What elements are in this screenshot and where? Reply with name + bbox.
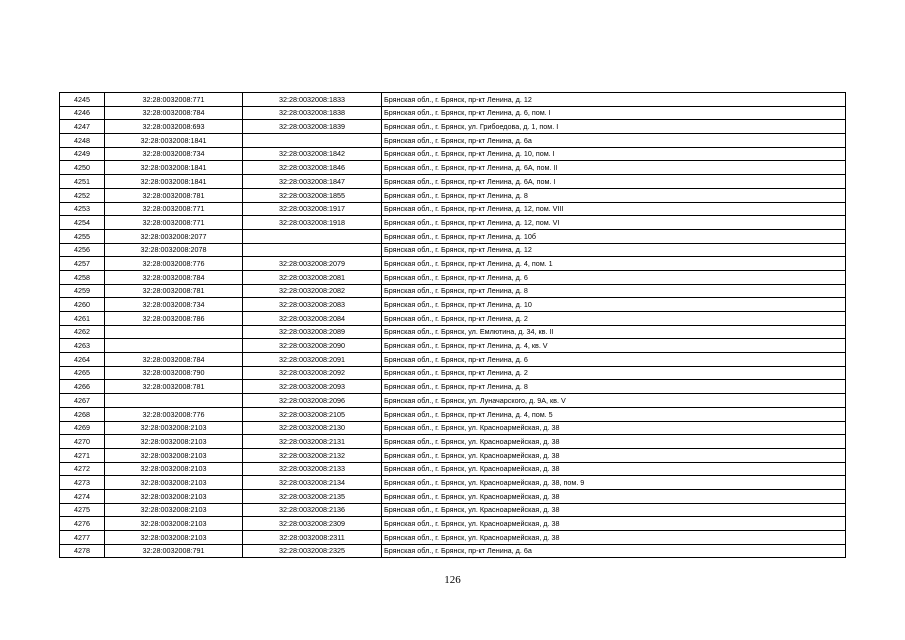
row-number-cell: 4265 bbox=[60, 366, 105, 380]
row-number-cell: 4268 bbox=[60, 407, 105, 421]
table-row bbox=[60, 270, 846, 284]
cadastral-number-cell: 32:28:0032008:1839 bbox=[243, 120, 382, 134]
table-row bbox=[60, 202, 846, 216]
table-row bbox=[60, 284, 846, 298]
row-number-cell: 4274 bbox=[60, 489, 105, 503]
row-number-cell: 4273 bbox=[60, 476, 105, 490]
address-cell: Брянская обл., г. Брянск, пр-кт Ленина, д. 12 bbox=[382, 93, 846, 107]
parent-cadastral-number-cell: 32:28:0032008:784 bbox=[105, 353, 243, 367]
address-cell: Брянская обл., г. Брянск, пр-кт Ленина, д. 10, пом. I bbox=[382, 147, 846, 161]
cadastral-number-cell: 32:28:0032008:2134 bbox=[243, 476, 382, 490]
parent-cadastral-number-cell: 32:28:0032008:734 bbox=[105, 298, 243, 312]
parent-cadastral-number-cell: 32:28:0032008:791 bbox=[105, 544, 243, 558]
row-number-cell: 4272 bbox=[60, 462, 105, 476]
cadastral-number-cell: 32:28:0032008:2083 bbox=[243, 298, 382, 312]
row-number-cell: 4270 bbox=[60, 435, 105, 449]
table-row bbox=[60, 147, 846, 161]
cadastral-number-cell: 32:28:0032008:2081 bbox=[243, 270, 382, 284]
table-row bbox=[60, 312, 846, 326]
cadastral-number-cell: 32:28:0032008:2132 bbox=[243, 448, 382, 462]
cadastral-number-cell: 32:28:0032008:1833 bbox=[243, 93, 382, 107]
cadastral-number-cell: 32:28:0032008:2311 bbox=[243, 531, 382, 545]
row-number-cell: 4269 bbox=[60, 421, 105, 435]
row-number-cell: 4263 bbox=[60, 339, 105, 353]
cadastral-number-cell: 32:28:0032008:2133 bbox=[243, 462, 382, 476]
cadastral-number-cell: 32:28:0032008:1918 bbox=[243, 216, 382, 230]
row-number-cell: 4278 bbox=[60, 544, 105, 558]
address-cell: Брянская обл., г. Брянск, пр-кт Ленина, д. 6а bbox=[382, 544, 846, 558]
cadastral-number-cell: 32:28:0032008:2105 bbox=[243, 407, 382, 421]
address-cell: Брянская обл., г. Брянск, ул. Красноармейская, д. 38 bbox=[382, 421, 846, 435]
address-cell: Брянская обл., г. Брянск, пр-кт Ленина, д. 2 bbox=[382, 366, 846, 380]
cadastral-number-cell: 32:28:0032008:2090 bbox=[243, 339, 382, 353]
cadastral-number-cell: 32:28:0032008:2130 bbox=[243, 421, 382, 435]
register-table-body bbox=[60, 93, 846, 558]
address-cell: Брянская обл., г. Брянск, пр-кт Ленина, д. 10 bbox=[382, 298, 846, 312]
table-row bbox=[60, 298, 846, 312]
parent-cadastral-number-cell: 32:28:0032008:781 bbox=[105, 284, 243, 298]
table-row bbox=[60, 339, 846, 353]
address-cell: Брянская обл., г. Брянск, пр-кт Ленина, д. 2 bbox=[382, 312, 846, 326]
parent-cadastral-number-cell: 32:28:0032008:784 bbox=[105, 270, 243, 284]
table-row bbox=[60, 503, 846, 517]
cadastral-number-cell: 32:28:0032008:2092 bbox=[243, 366, 382, 380]
parent-cadastral-number-cell: 32:28:0032008:1841 bbox=[105, 175, 243, 189]
parent-cadastral-number-cell bbox=[105, 339, 243, 353]
address-cell: Брянская обл., г. Брянск, пр-кт Ленина, д. 6 bbox=[382, 353, 846, 367]
row-number-cell: 4251 bbox=[60, 175, 105, 189]
row-number-cell: 4254 bbox=[60, 216, 105, 230]
cadastral-number-cell bbox=[243, 243, 382, 257]
address-cell: Брянская обл., г. Брянск, пр-кт Ленина, д. 8 bbox=[382, 188, 846, 202]
row-number-cell: 4255 bbox=[60, 229, 105, 243]
row-number-cell: 4267 bbox=[60, 394, 105, 408]
parent-cadastral-number-cell: 32:28:0032008:776 bbox=[105, 407, 243, 421]
table-row bbox=[60, 175, 846, 189]
row-number-cell: 4256 bbox=[60, 243, 105, 257]
table-row bbox=[60, 188, 846, 202]
parent-cadastral-number-cell: 32:28:0032008:2103 bbox=[105, 489, 243, 503]
row-number-cell: 4257 bbox=[60, 257, 105, 271]
address-cell: Брянская обл., г. Брянск, пр-кт Ленина, д. 6, пом. I bbox=[382, 106, 846, 120]
cadastral-number-cell: 32:28:0032008:2135 bbox=[243, 489, 382, 503]
row-number-cell: 4266 bbox=[60, 380, 105, 394]
cadastral-number-cell: 32:28:0032008:1838 bbox=[243, 106, 382, 120]
row-number-cell: 4247 bbox=[60, 120, 105, 134]
parent-cadastral-number-cell: 32:28:0032008:771 bbox=[105, 216, 243, 230]
address-cell: Брянская обл., г. Брянск, ул. Красноармейская, д. 38 bbox=[382, 503, 846, 517]
cadastral-number-cell: 32:28:0032008:2136 bbox=[243, 503, 382, 517]
row-number-cell: 4275 bbox=[60, 503, 105, 517]
cadastral-number-cell: 32:28:0032008:1855 bbox=[243, 188, 382, 202]
cadastral-register-table bbox=[59, 92, 846, 558]
parent-cadastral-number-cell: 32:28:0032008:2077 bbox=[105, 229, 243, 243]
row-number-cell: 4250 bbox=[60, 161, 105, 175]
cadastral-number-cell: 32:28:0032008:2093 bbox=[243, 380, 382, 394]
address-cell: Брянская обл., г. Брянск, ул. Красноармейская, д. 38, пом. 9 bbox=[382, 476, 846, 490]
table-row bbox=[60, 257, 846, 271]
address-cell: Брянская обл., г. Брянск, пр-кт Ленина, д. 4, кв. V bbox=[382, 339, 846, 353]
table-row bbox=[60, 353, 846, 367]
address-cell: Брянская обл., г. Брянск, ул. Красноармейская, д. 38 bbox=[382, 489, 846, 503]
parent-cadastral-number-cell: 32:28:0032008:1841 bbox=[105, 134, 243, 148]
address-cell: Брянская обл., г. Брянск, ул. Красноармейская, д. 38 bbox=[382, 531, 846, 545]
address-cell: Брянская обл., г. Брянск, ул. Красноармейская, д. 38 bbox=[382, 462, 846, 476]
table-row bbox=[60, 544, 846, 558]
table-row bbox=[60, 366, 846, 380]
table-row bbox=[60, 435, 846, 449]
cadastral-number-cell: 32:28:0032008:1917 bbox=[243, 202, 382, 216]
table-row bbox=[60, 462, 846, 476]
parent-cadastral-number-cell: 32:28:0032008:784 bbox=[105, 106, 243, 120]
cadastral-number-cell: 32:28:0032008:2309 bbox=[243, 517, 382, 531]
table-row bbox=[60, 394, 846, 408]
row-number-cell: 4264 bbox=[60, 353, 105, 367]
address-cell: Брянская обл., г. Брянск, пр-кт Ленина, д. 12 bbox=[382, 243, 846, 257]
parent-cadastral-number-cell: 32:28:0032008:2103 bbox=[105, 531, 243, 545]
parent-cadastral-number-cell: 32:28:0032008:2103 bbox=[105, 462, 243, 476]
parent-cadastral-number-cell: 32:28:0032008:734 bbox=[105, 147, 243, 161]
parent-cadastral-number-cell: 32:28:0032008:776 bbox=[105, 257, 243, 271]
row-number-cell: 4252 bbox=[60, 188, 105, 202]
cadastral-number-cell: 32:28:0032008:2096 bbox=[243, 394, 382, 408]
parent-cadastral-number-cell: 32:28:0032008:790 bbox=[105, 366, 243, 380]
cadastral-number-cell: 32:28:0032008:2082 bbox=[243, 284, 382, 298]
page-number: 126 bbox=[444, 574, 461, 586]
parent-cadastral-number-cell: 32:28:0032008:781 bbox=[105, 380, 243, 394]
address-cell: Брянская обл., г. Брянск, ул. Красноармейская, д. 38 bbox=[382, 517, 846, 531]
address-cell: Брянская обл., г. Брянск, пр-кт Ленина, д. 12, пом. VIII bbox=[382, 202, 846, 216]
cadastral-number-cell: 32:28:0032008:1846 bbox=[243, 161, 382, 175]
table-row bbox=[60, 216, 846, 230]
table-row bbox=[60, 531, 846, 545]
row-number-cell: 4258 bbox=[60, 270, 105, 284]
table-row bbox=[60, 134, 846, 148]
table-row bbox=[60, 106, 846, 120]
address-cell: Брянская обл., г. Брянск, ул. Емлютина, д. 34, кв. II bbox=[382, 325, 846, 339]
cadastral-number-cell: 32:28:0032008:1842 bbox=[243, 147, 382, 161]
address-cell: Брянская обл., г. Брянск, пр-кт Ленина, д. 8 bbox=[382, 284, 846, 298]
parent-cadastral-number-cell: 32:28:0032008:2103 bbox=[105, 421, 243, 435]
parent-cadastral-number-cell bbox=[105, 325, 243, 339]
table-row bbox=[60, 407, 846, 421]
cadastral-number-cell bbox=[243, 134, 382, 148]
address-cell: Брянская обл., г. Брянск, пр-кт Ленина, д. 4, пом. 1 bbox=[382, 257, 846, 271]
address-cell: Брянская обл., г. Брянск, пр-кт Ленина, д. 12, пом. VI bbox=[382, 216, 846, 230]
cadastral-number-cell: 32:28:0032008:2325 bbox=[243, 544, 382, 558]
cadastral-number-cell: 32:28:0032008:2091 bbox=[243, 353, 382, 367]
address-cell: Брянская обл., г. Брянск, пр-кт Ленина, д. 6А, пом. I bbox=[382, 175, 846, 189]
parent-cadastral-number-cell: 32:28:0032008:2103 bbox=[105, 448, 243, 462]
table-row bbox=[60, 517, 846, 531]
table-row bbox=[60, 120, 846, 134]
cadastral-number-cell: 32:28:0032008:2084 bbox=[243, 312, 382, 326]
row-number-cell: 4249 bbox=[60, 147, 105, 161]
parent-cadastral-number-cell bbox=[105, 394, 243, 408]
address-cell: Брянская обл., г. Брянск, ул. Луначарского, д. 9А, кв. V bbox=[382, 394, 846, 408]
parent-cadastral-number-cell: 32:28:0032008:1841 bbox=[105, 161, 243, 175]
row-number-cell: 4253 bbox=[60, 202, 105, 216]
table-row bbox=[60, 489, 846, 503]
parent-cadastral-number-cell: 32:28:0032008:781 bbox=[105, 188, 243, 202]
parent-cadastral-number-cell: 32:28:0032008:2103 bbox=[105, 517, 243, 531]
address-cell: Брянская обл., г. Брянск, ул. Красноармейская, д. 38 bbox=[382, 448, 846, 462]
parent-cadastral-number-cell: 32:28:0032008:771 bbox=[105, 93, 243, 107]
table-row bbox=[60, 476, 846, 490]
row-number-cell: 4262 bbox=[60, 325, 105, 339]
address-cell: Брянская обл., г. Брянск, пр-кт Ленина, д. 8 bbox=[382, 380, 846, 394]
table-row bbox=[60, 229, 846, 243]
address-cell: Брянская обл., г. Брянск, пр-кт Ленина, д. 10б bbox=[382, 229, 846, 243]
address-cell: Брянская обл., г. Брянск, пр-кт Ленина, д. 6а bbox=[382, 134, 846, 148]
row-number-cell: 4248 bbox=[60, 134, 105, 148]
parent-cadastral-number-cell: 32:28:0032008:771 bbox=[105, 202, 243, 216]
row-number-cell: 4271 bbox=[60, 448, 105, 462]
address-cell: Брянская обл., г. Брянск, пр-кт Ленина, д. 6 bbox=[382, 270, 846, 284]
table-row bbox=[60, 161, 846, 175]
address-cell: Брянская обл., г. Брянск, ул. Красноармейская, д. 38 bbox=[382, 435, 846, 449]
parent-cadastral-number-cell: 32:28:0032008:2103 bbox=[105, 476, 243, 490]
row-number-cell: 4259 bbox=[60, 284, 105, 298]
row-number-cell: 4277 bbox=[60, 531, 105, 545]
address-cell: Брянская обл., г. Брянск, пр-кт Ленина, д. 4, пом. 5 bbox=[382, 407, 846, 421]
parent-cadastral-number-cell: 32:28:0032008:2078 bbox=[105, 243, 243, 257]
table-row bbox=[60, 325, 846, 339]
cadastral-number-cell: 32:28:0032008:2089 bbox=[243, 325, 382, 339]
parent-cadastral-number-cell: 32:28:0032008:693 bbox=[105, 120, 243, 134]
cadastral-number-cell: 32:28:0032008:2131 bbox=[243, 435, 382, 449]
table-row bbox=[60, 243, 846, 257]
parent-cadastral-number-cell: 32:28:0032008:2103 bbox=[105, 503, 243, 517]
row-number-cell: 4245 bbox=[60, 93, 105, 107]
parent-cadastral-number-cell: 32:28:0032008:2103 bbox=[105, 435, 243, 449]
row-number-cell: 4246 bbox=[60, 106, 105, 120]
table-row bbox=[60, 380, 846, 394]
cadastral-number-cell: 32:28:0032008:1847 bbox=[243, 175, 382, 189]
address-cell: Брянская обл., г. Брянск, пр-кт Ленина, д. 6А, пом. II bbox=[382, 161, 846, 175]
parent-cadastral-number-cell: 32:28:0032008:786 bbox=[105, 312, 243, 326]
table-row bbox=[60, 93, 846, 107]
row-number-cell: 4276 bbox=[60, 517, 105, 531]
table-row bbox=[60, 448, 846, 462]
cadastral-number-cell: 32:28:0032008:2079 bbox=[243, 257, 382, 271]
row-number-cell: 4260 bbox=[60, 298, 105, 312]
cadastral-number-cell bbox=[243, 229, 382, 243]
address-cell: Брянская обл., г. Брянск, ул. Грибоедова, д. 1, пом. I bbox=[382, 120, 846, 134]
table-row bbox=[60, 421, 846, 435]
row-number-cell: 4261 bbox=[60, 312, 105, 326]
